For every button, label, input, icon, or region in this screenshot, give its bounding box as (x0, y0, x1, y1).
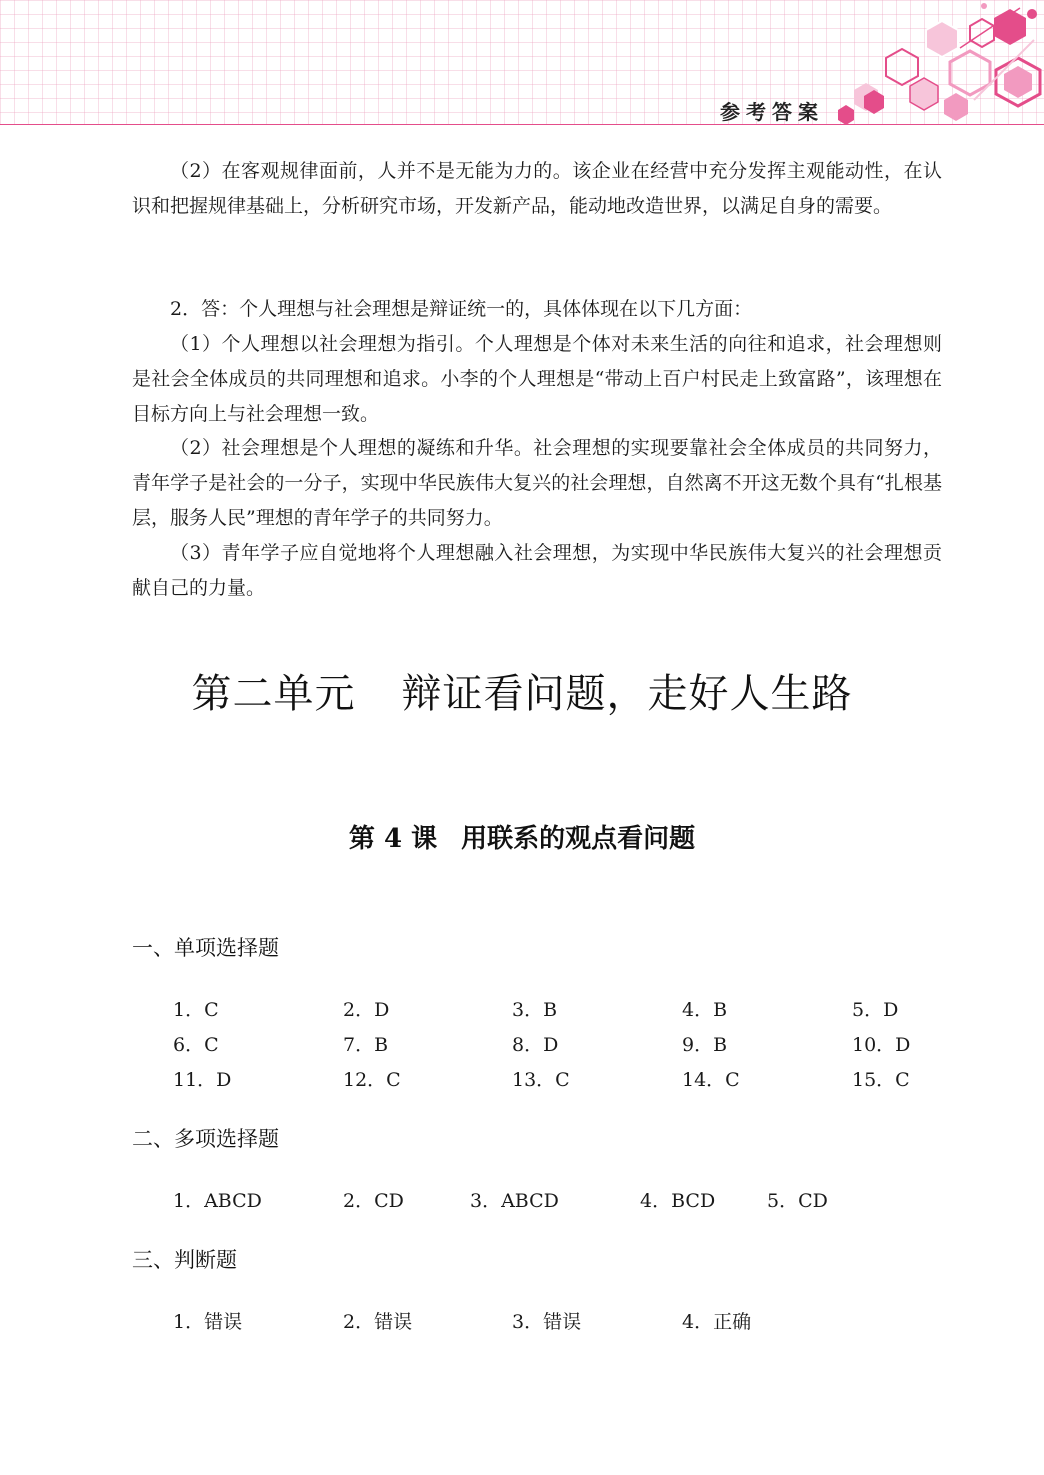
header-title: 参考答案 (720, 100, 824, 124)
answer-item: 1．ABCD (173, 1190, 262, 1212)
unit-title (0, 662, 1044, 719)
answer-item: 2．错误 (343, 1311, 413, 1333)
answer-item: 6．C (173, 1034, 219, 1056)
answer-item: 14．C (682, 1069, 740, 1091)
answer-item: 11．D (173, 1069, 232, 1091)
answer-paragraph: （2）社会理想是个人理想的凝练和升华。社会理想的实现要靠社会全体成员的共同努力，青年学子是社会的一分子，实现中华民族伟大复兴的社会理想，自然离不开这无数个具有“扎根基层，服务人民”理想的青年学子的共同努力。 (132, 437, 942, 529)
answer-item: 2．CD (343, 1190, 404, 1212)
answer-item: 5．CD (767, 1190, 828, 1212)
hexagon-decoration-icon (824, 0, 1044, 124)
answer-item: 7．B (343, 1034, 389, 1056)
answer-paragraph: 2．答：个人理想与社会理想是辩证统一的，具体体现在以下几方面： (170, 298, 753, 320)
answer-item: 9．B (682, 1034, 728, 1056)
answer-item: 3．错误 (512, 1311, 582, 1333)
answer-item: 15．C (852, 1069, 910, 1091)
answer-item: 4．正确 (682, 1311, 752, 1333)
answer-item: 10．D (852, 1034, 911, 1056)
answer-item: 12．C (343, 1069, 401, 1091)
section-title-single: 一、单项选择题 (132, 936, 279, 960)
section-title-multi: 二、多项选择题 (132, 1127, 279, 1151)
answer-paragraph: （2）在客观规律面前，人并不是无能为力的。该企业在经营中充分发挥主观能动性，在认识和把握规律基础上，分析研究市场，开发新产品，能动地改造世界，以满足自身的需要。 (132, 160, 942, 217)
answer-item: 3．ABCD (470, 1190, 559, 1212)
lesson-name: 用联系的观点看问题 (461, 824, 696, 854)
answer-item: 2．D (343, 999, 390, 1021)
answer-item: 4．BCD (640, 1190, 716, 1212)
page-header (0, 0, 1044, 125)
section-title-judge: 三、判断题 (132, 1248, 237, 1272)
unit-name: 辩证看问题，走好人生路 (401, 671, 853, 717)
answer-item: 13．C (512, 1069, 570, 1091)
unit-number: 第二单元 (191, 671, 356, 717)
answer-item: 1．错误 (173, 1311, 243, 1333)
answer-item: 3．B (512, 999, 558, 1021)
answer-item: 4．B (682, 999, 728, 1021)
answer-paragraph: （1）个人理想以社会理想为指引。个人理想是个体对未来生活的向往和追求，社会理想则是社会全体成员的共同理想和追求。小李的个人理想是“带动上百户村民走上致富路”，该理想在目标方向上与社会理想一致。 (132, 333, 942, 425)
answer-item: 1．C (173, 999, 219, 1021)
lesson-number: 第 4 课 (348, 824, 438, 854)
answer-item: 5．D (852, 999, 899, 1021)
lesson-title (0, 818, 1044, 855)
answer-paragraph: （3）青年学子应自觉地将个人理想融入社会理想，为实现中华民族伟大复兴的社会理想贡献自己的力量。 (132, 542, 942, 599)
answer-item: 8．D (512, 1034, 559, 1056)
